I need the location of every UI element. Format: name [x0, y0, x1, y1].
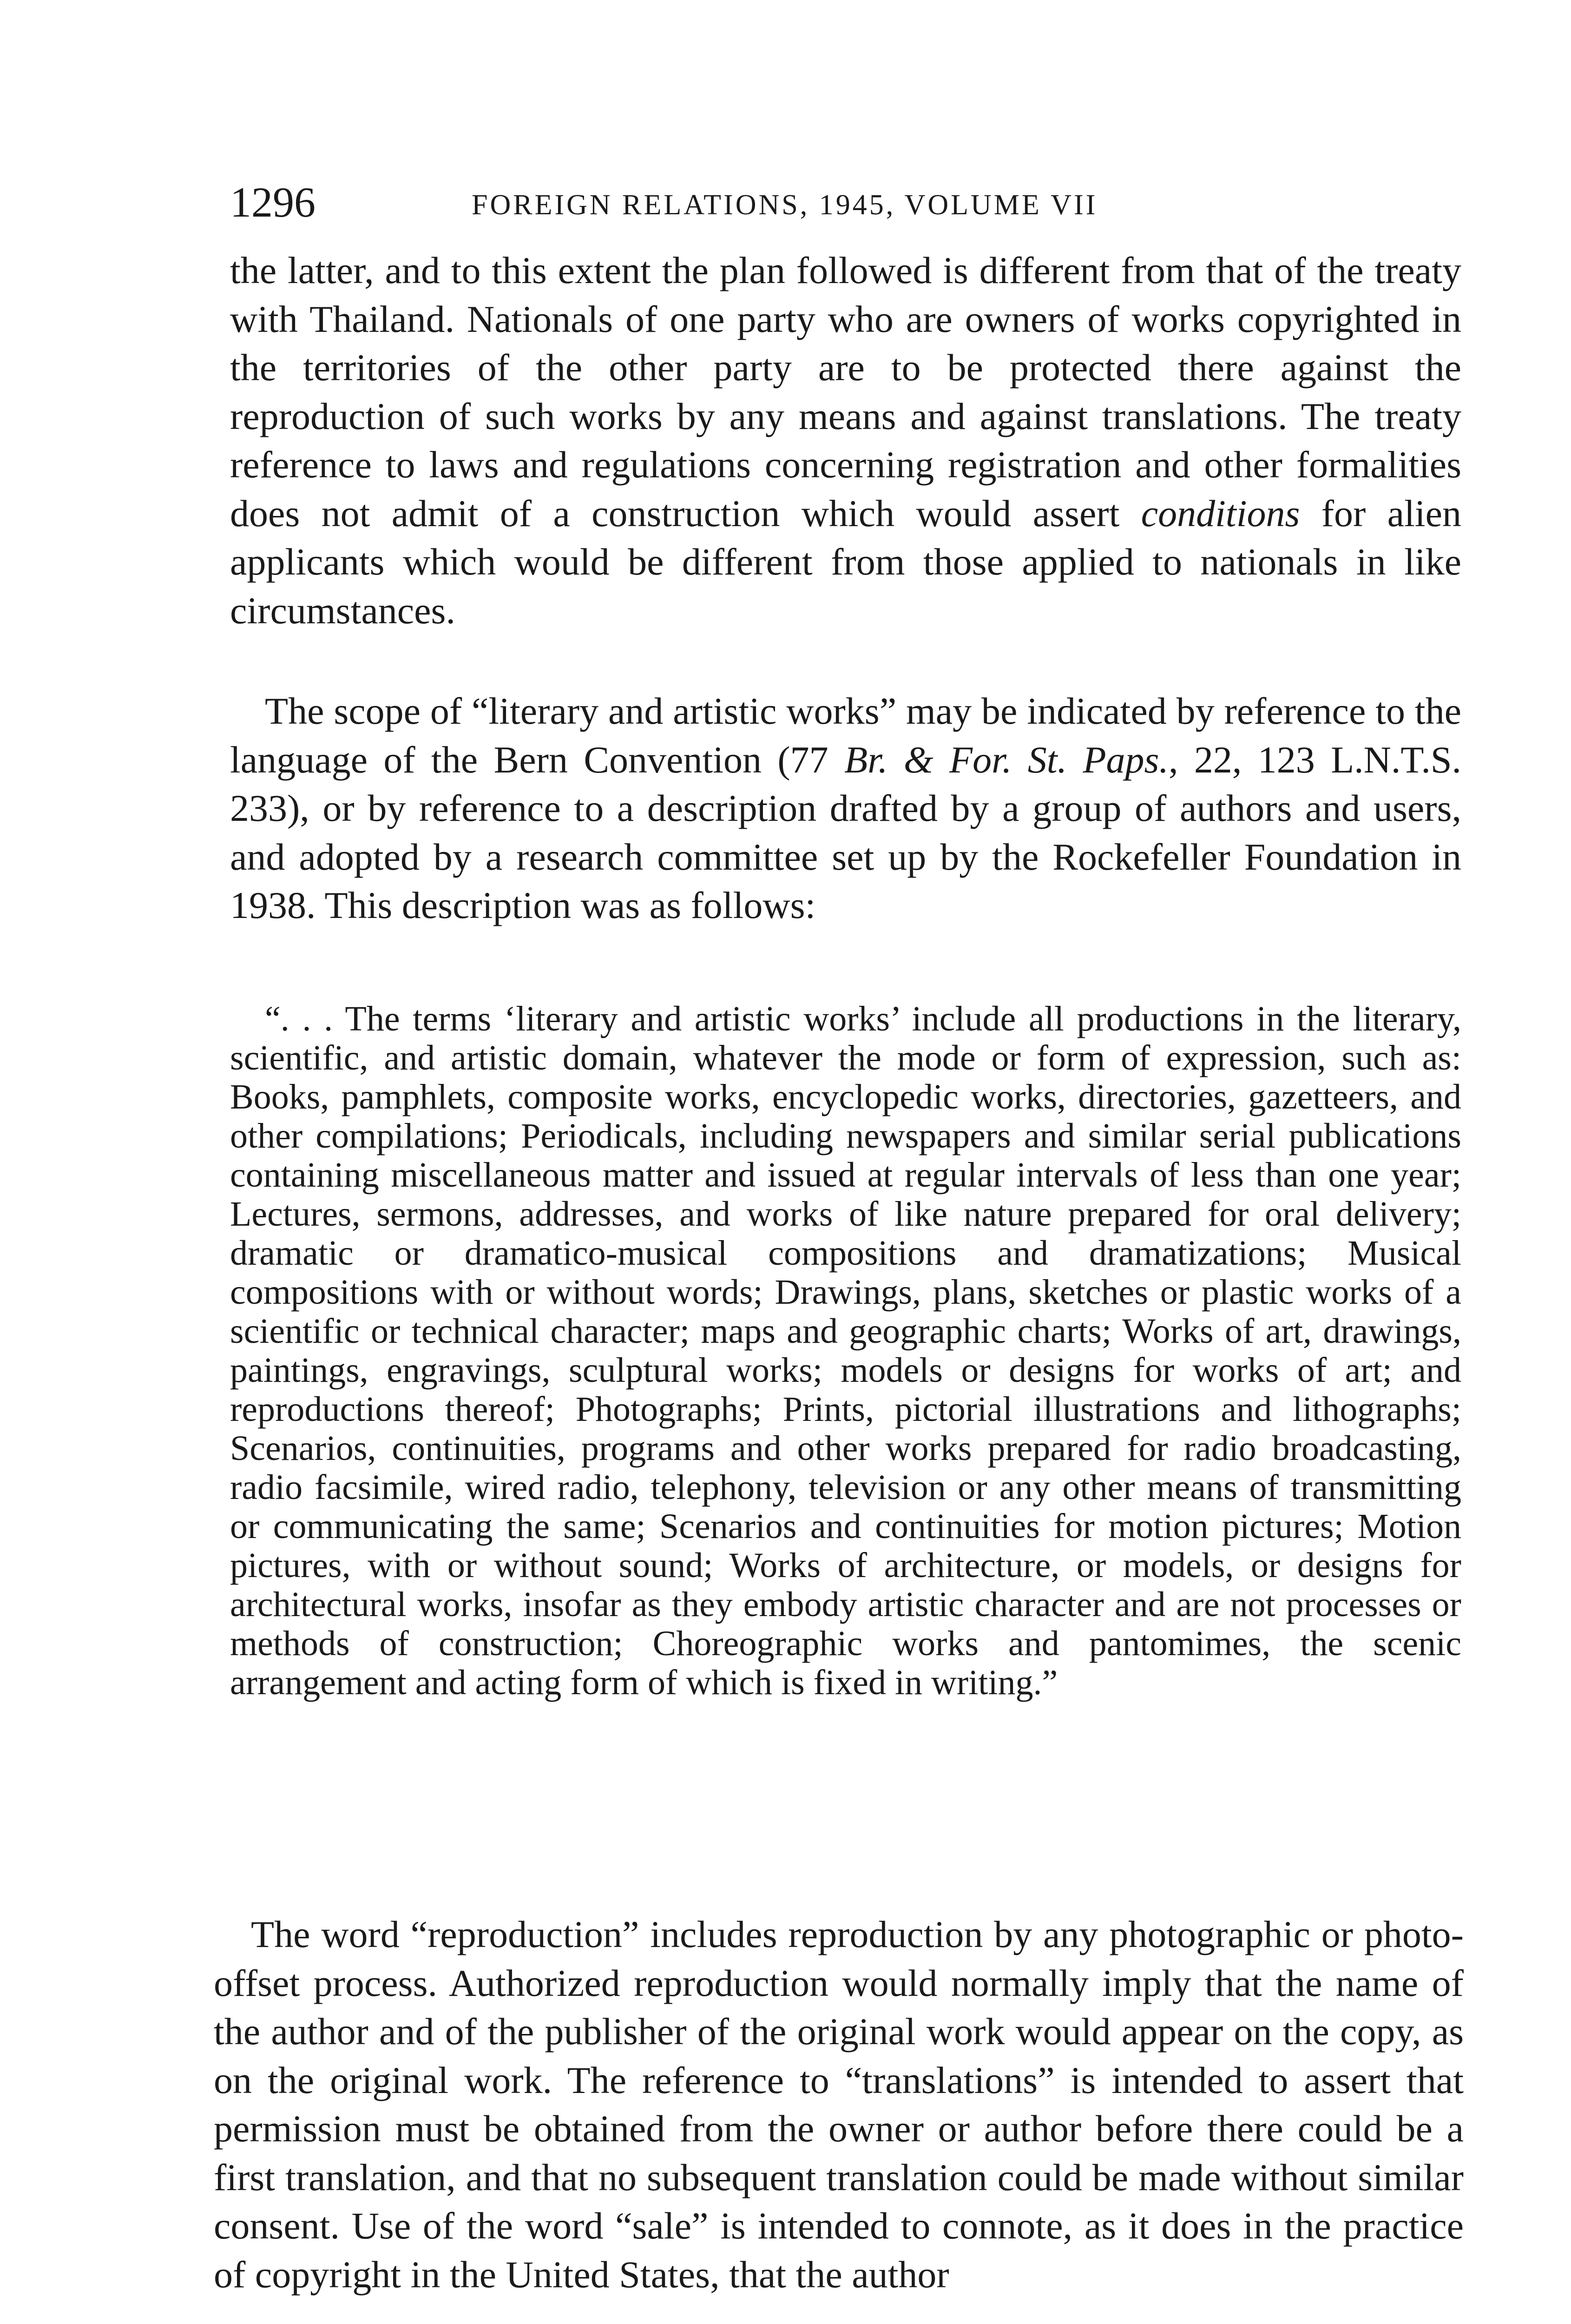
paragraph-scope	[230, 687, 1461, 930]
paragraph-text: The scope of “literary and artistic works” may be indicated by reference to the language of the Bern Convention (77	[230, 690, 1461, 781]
italic-citation: Br. & For. St. Paps.	[844, 738, 1169, 781]
running-head	[230, 177, 1464, 232]
paragraph-text: the latter, and to this extent the plan followed is different from that of the treaty with Thailand. Nationals of one party who are owners of works copyrighted in the territories of the other party are to be protected there against the reproduction of such works by any means and against translations. The treaty reference to laws and regulations concerning registration and other formalities does not admit of a construction which would assert	[230, 249, 1461, 535]
paragraph-text: , 22, 123 L.N.T.S. 233), or by reference to a description drafted by a group of authors and users, and adopted by a research committee set up by the Rockefeller Foundation in 1938. This description was as follows:	[230, 738, 1461, 926]
paragraph-reproduction: The word “reproduction” includes reproduction by any photographic or photo-offset process. Authorized reproduction would normally imply that the name of the author and of the publisher of the original work would appear on the copy, as on the original work. The reference to “translations” is intended to assert that permission must be obtained from the owner or author before there could be a first translation, and that no subsequent translation could be made without similar consent. Use of the word “sale” is intended to connote, as it does in the practice of copyright in the United States, that the author	[214, 1913, 1464, 2296]
page-number: 1296	[230, 178, 316, 226]
block-quote-definition: “. . . The terms ‘literary and artistic works’ include all productions in the literary, scientific, and artistic domain, whatever the mode or form of expression, such as: Books, pamphlets, composite works, encyclopedic works, directories, gazetteers, and other compilations; Periodicals, including newspapers and similar serial publications containing miscellaneous matter and issued at regular intervals of less than one year; Lectures, sermons, addresses, and works of like nature prepared for oral delivery; dramatic or dramatico-musical compositions and dramatizations; Musical compositions with or without words; Drawings, plans, sketches or plastic works of a scientific or technical character; maps and geographic charts; Works of art, drawings, paintings, engravings, sculptural works; models or designs for works of art; and reproductions thereof; Photographs; Prints, pictorial illustrations and lithographs; Scenarios, continuities, programs and other works prepared for radio broadcasting, radio facsimile, wired radio, telephony, television or any other means of transmitting or communicating the same; Scenarios and continuities for motion pictures; Motion pictures, with or without sound; Works of architecture, or models, or designs for architectural works, insofar as they embody artistic character and are not processes or methods of construction; Choreographic works and pantomimes, the scenic arrangement and acting form of which is fixed in writing.”	[230, 999, 1461, 1702]
italic-term: conditions	[1141, 492, 1300, 535]
paragraph-text: for alien applicants which would be different from those applied to nationals in like circumstances.	[230, 492, 1461, 632]
paragraph-treaty-plan	[230, 246, 1461, 635]
running-title: FOREIGN RELATIONS, 1945, VOLUME VII	[472, 189, 1098, 221]
